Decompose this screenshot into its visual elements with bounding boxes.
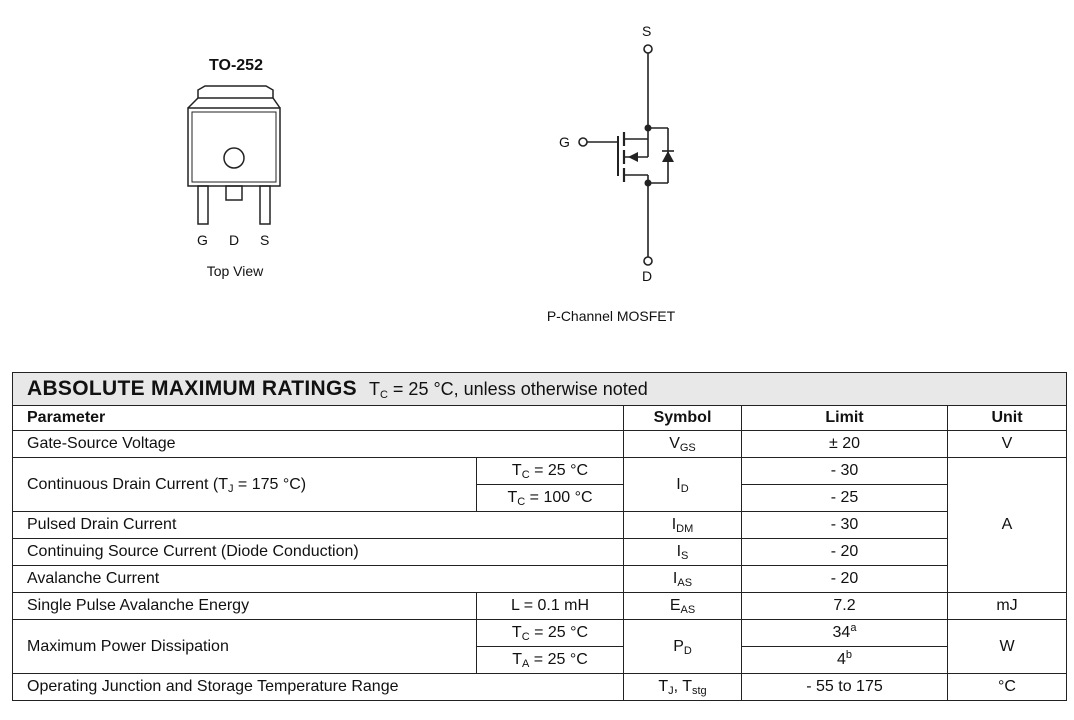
- limit-cell: - 30: [742, 512, 948, 539]
- symbol-cell: $V_{GS}$: [624, 431, 742, 458]
- table-row: [13, 539, 1067, 566]
- header-symbol: Symbol: [624, 406, 742, 431]
- mosfet-caption: P-Channel MOSFET: [546, 308, 676, 324]
- to252-package-drawing: [180, 80, 290, 230]
- unit-cell: mJ: [948, 593, 1067, 620]
- table-row: [13, 566, 1067, 593]
- pin-label-g: G: [197, 232, 208, 248]
- header-parameter: Parameter: [13, 406, 624, 431]
- condition-cell: $T_A = 25$ °C: [477, 647, 624, 674]
- header-limit: Limit: [742, 406, 948, 431]
- header-unit: Unit: [948, 406, 1067, 431]
- condition-cell: $T_C = 25$ °C: [477, 458, 624, 485]
- table-title-row: [13, 373, 1067, 406]
- condition-cell: L = 0.1 mH: [477, 593, 624, 620]
- symbol-cell: $E_{AS}$: [624, 593, 742, 620]
- mosfet-schematic-symbol: [570, 40, 680, 270]
- parameter-cell: Avalanche Current: [13, 566, 624, 593]
- limit-cell: - 20: [742, 539, 948, 566]
- symbol-cell: $I_{DM}$: [624, 512, 742, 539]
- table-row: [13, 458, 1067, 485]
- parameter-cell: Pulsed Drain Current: [13, 512, 624, 539]
- source-label: S: [642, 23, 652, 39]
- limit-cell: - 25: [742, 485, 948, 512]
- symbol-cell: $I_D$: [624, 458, 742, 512]
- condition-cell: $T_C = 25$ °C: [477, 620, 624, 647]
- parameter-cell: Gate-Source Voltage: [13, 431, 624, 458]
- symbol-cell: $P_D$: [624, 620, 742, 674]
- unit-cell: A: [948, 458, 1067, 593]
- limit-cell: - 30: [742, 458, 948, 485]
- parameter-cell: Single Pulse Avalanche Energy: [13, 593, 477, 620]
- table-row: [13, 512, 1067, 539]
- table-header-row: [13, 406, 1067, 431]
- unit-cell: °C: [948, 674, 1067, 701]
- unit-cell: V: [948, 431, 1067, 458]
- parameter-cell: Maximum Power Dissipation: [13, 620, 477, 674]
- parameter-cell: Continuous Drain Current ($T_J = 175$ °C): [13, 458, 477, 512]
- limit-cell: ± 20: [742, 431, 948, 458]
- table-row: [13, 593, 1067, 620]
- top-view-label: Top View: [206, 263, 264, 279]
- table-row: [13, 431, 1067, 458]
- absolute-maximum-ratings-table: [12, 372, 1067, 701]
- table-row: [13, 620, 1067, 647]
- symbol-cell: $I_{AS}$: [624, 566, 742, 593]
- unit-cell: W: [948, 620, 1067, 674]
- title-condition: $T_C = 25$ °C, unless otherwise noted: [368, 379, 648, 401]
- table-title-cell: [13, 373, 1067, 406]
- parameter-cell: Operating Junction and Storage Temperature Range: [13, 674, 624, 701]
- limit-cell: 34$^a$: [742, 620, 948, 647]
- table-title: ABSOLUTE MAXIMUM RATINGS: [27, 377, 357, 400]
- symbol-cell: $T_J$, $T_{stg}$: [624, 674, 742, 701]
- limit-cell: - 20: [742, 566, 948, 593]
- condition-cell: $T_C = 100$ °C: [477, 485, 624, 512]
- package-title: TO-252: [209, 57, 263, 74]
- pin-label-s: S: [260, 232, 270, 248]
- pin-label-d: D: [229, 232, 240, 248]
- table-row: [13, 674, 1067, 701]
- parameter-cell: Continuing Source Current (Diode Conduction): [13, 539, 624, 566]
- drain-label: D: [642, 268, 653, 284]
- symbol-cell: $I_S$: [624, 539, 742, 566]
- gate-label: G: [559, 134, 570, 150]
- limit-cell: 7.2: [742, 593, 948, 620]
- limit-cell: - 55 to 175: [742, 674, 948, 701]
- limit-cell: 4$^b$: [742, 647, 948, 674]
